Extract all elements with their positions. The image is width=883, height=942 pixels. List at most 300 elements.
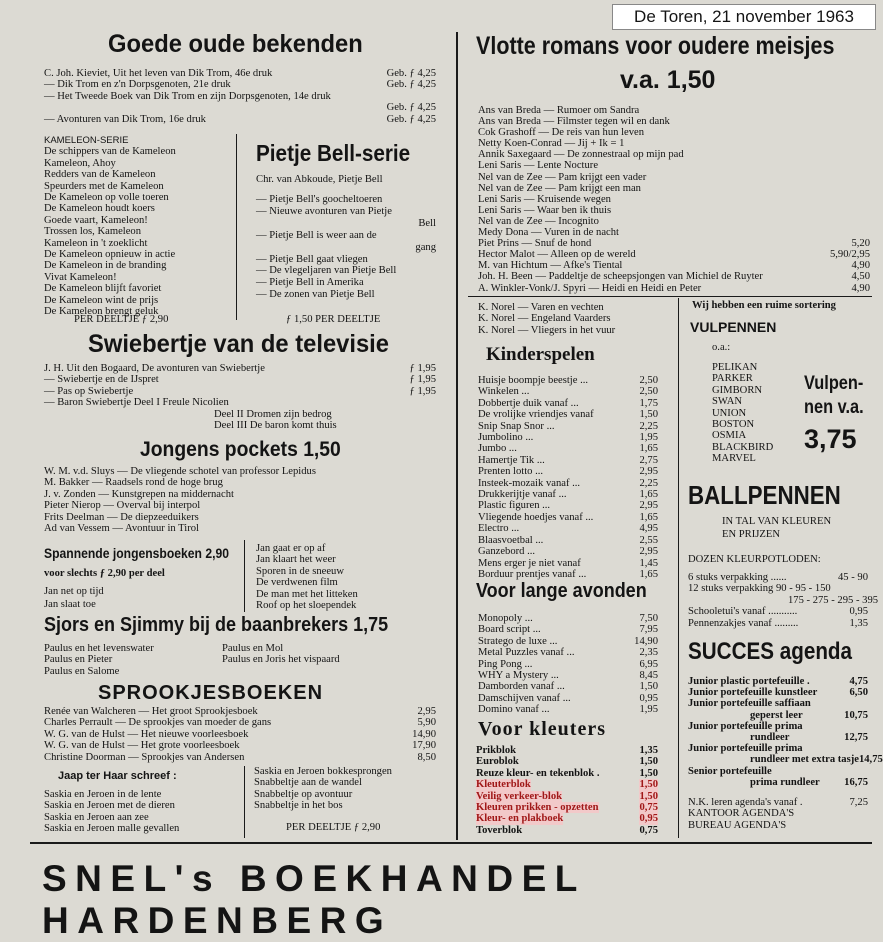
avonden-row-title: Damborden vanaf ...: [478, 681, 565, 693]
jaap-item: Saskia en Jeroen aan zee: [44, 811, 149, 823]
kleuters-list: [476, 745, 658, 836]
pietje-item: — De zonen van Pietje Bell: [256, 289, 375, 301]
pietje-item: — Pietje Bell in Amerika: [256, 277, 364, 289]
romans-row-title: Leni Saris — Lente Nocture: [478, 160, 599, 172]
kinderspelen-row-title: Plastic figuren ...: [478, 500, 551, 512]
norel-item: K. Norel — Engeland Vaarders: [478, 313, 611, 325]
dozen-row: [688, 594, 879, 606]
goede-row-title: — Het Tweede Boek van Dik Trom en zijn Dorpsgenoten, 14e druk: [44, 90, 331, 102]
goede-row-title: — Dik Trom en z'n Dorpsgenoten, 21e druk: [44, 79, 231, 91]
sjors-item: Paulus en Salome: [44, 665, 120, 677]
sprookjes-row-title: W. G. van de Hulst — Het nieuwe voorleesboek: [44, 728, 249, 740]
avonden-row: [478, 670, 658, 681]
romans-row: [478, 205, 870, 216]
succes-row-price: 10,75: [844, 709, 868, 721]
sprookjes-row-title: Charles Perrault — De sprookjes van moeder de gans: [44, 717, 272, 729]
succes-row-price: 4,75: [849, 676, 868, 687]
avonden-row: [478, 613, 658, 624]
succes-row: [688, 766, 868, 777]
succes-row-title: Junior portefeuille prima: [688, 743, 803, 755]
succes-row-price: 16,75: [844, 776, 868, 788]
kinderspelen-row-title: Electro ...: [478, 523, 520, 535]
kameleon-item: Vivat Kameleon!: [44, 271, 117, 283]
swiebertje-row: [44, 374, 436, 385]
romans-row-price: 5,20: [851, 238, 870, 250]
spannende-right: [256, 543, 358, 611]
romans-row: [478, 216, 870, 227]
sprookjes-row-price: 14,90: [412, 728, 436, 740]
romans-row-title: Medy Dona — Vuren in de nacht: [478, 227, 619, 239]
kameleon-item: De Kameleon brengt geluk: [44, 306, 159, 318]
succes-row-title: Junior portefeuille prima: [688, 720, 803, 732]
romans-list: [478, 105, 870, 294]
kleuters-row: [476, 825, 658, 836]
pen-brand: UNION: [712, 407, 747, 419]
pietje-item: gang: [415, 241, 436, 253]
pietje-list: [256, 194, 436, 301]
sprookjes-row-title: Renée van Walcheren — Het groot Sprookjesboek: [44, 706, 258, 717]
kleuters-row-price: 1,35: [639, 745, 658, 756]
vulpennen-brands: [712, 362, 773, 465]
kinderspelen-row-price: 4,95: [639, 523, 658, 535]
sprookjes-row-price: 2,95: [417, 706, 436, 717]
jaap-title: Jaap ter Haar schreef :: [58, 770, 177, 782]
kinderspelen-row-price: 1,65: [639, 443, 658, 455]
avonden-row: [478, 704, 658, 715]
romans-row: [478, 271, 870, 282]
avonden-row: [478, 659, 658, 670]
kleuters-row-price: 1,50: [639, 756, 658, 768]
romans-row: [478, 194, 870, 205]
avonden-title: Voor lange avonden: [476, 580, 647, 602]
pen-brand: BOSTON: [712, 419, 755, 431]
kinderspelen-row-title: Dobbertje duik vanaf ...: [478, 397, 579, 409]
spannende-item: De man met het litteken: [256, 588, 358, 600]
kinderspelen-row-price: 2,50: [639, 386, 658, 398]
romans-row-title: Nel van de Zee — Pam krijgt een man: [478, 182, 641, 194]
vulpennen-intro: Wij hebben een ruime sortering: [692, 300, 836, 311]
swiebertje-row-title: — Swiebertje en de IJspret: [44, 374, 159, 386]
sjors-right: [222, 643, 340, 666]
jaap-divider: [244, 766, 245, 838]
succes-row: [688, 710, 868, 721]
kameleon-item: Speurders met de Kameleon: [44, 180, 164, 192]
kleuters-row-title: Euroblok: [476, 756, 519, 768]
kinderspelen-row-price: 1,45: [639, 557, 658, 569]
norel-item: K. Norel — Varen en vechten: [478, 302, 604, 313]
pietje-author: Chr. van Abkoude, Pietje Bell: [256, 174, 383, 185]
avonden-row-title: Metal Puzzles vanaf ...: [478, 647, 575, 659]
kinderspelen-row-title: Drukkerijtje vanaf ...: [478, 489, 567, 501]
goede-row: [44, 91, 436, 102]
romans-row-title: Joh. H. Been — Paddeltje de scheepsjongen van Michiel de Ruyter: [478, 271, 763, 283]
dozen-row: [688, 618, 868, 629]
romans-row-title: Nel van de Zee — Incognito: [478, 215, 599, 227]
romans-row: [478, 105, 870, 116]
kleuters-row: [476, 768, 658, 779]
succes-row: [688, 732, 868, 743]
spannende-left: [44, 585, 104, 611]
kleuters-row: [476, 745, 658, 756]
kinderspelen-row-price: 2,25: [639, 420, 658, 432]
pen-brand: PELIKAN: [712, 362, 758, 373]
kinderspelen-row-title: Winkelen ...: [478, 386, 530, 398]
spannende-item: Sporen in de sneeuw: [256, 565, 344, 577]
kinderspelen-row: [478, 523, 658, 534]
kinderspelen-row: [478, 489, 658, 500]
kameleon-item: De Kameleon houdt koers: [44, 203, 155, 215]
romans-row: [478, 116, 870, 127]
jongens-title: Jongens pockets 1,50: [140, 438, 341, 461]
jaap-item: Snabbeltje in het bos: [254, 800, 343, 812]
dozen-row-title: Pennenzakjes vanaf .........: [688, 617, 799, 629]
sjors-item: Paulus en Pieter: [44, 654, 113, 666]
kinderspelen-row-title: Borduur prentjes vanaf ...: [478, 568, 587, 580]
kleuters-row-title: Kleuren prikken - opzetten: [476, 802, 599, 814]
kinderspelen-row-price: 2,50: [639, 375, 658, 386]
kameleon-item: De Kameleon blijft favoriet: [44, 283, 162, 295]
swiebertje-deel: Deel II Dromen zijn bedrog: [214, 408, 332, 420]
goede-row-price: Geb. ƒ 4,25: [386, 102, 436, 114]
ballpennen-sub-1: IN TAL VAN KLEUREN: [722, 516, 832, 527]
kameleon-item: De Kameleon wint de prijs: [44, 294, 159, 306]
kinderspelen-row: [478, 421, 658, 432]
kinderspelen-row-title: Blaasvoetbal ...: [478, 534, 544, 546]
romans-row-title: Leni Saris — Kruisende wegen: [478, 193, 611, 205]
column-divider: [456, 32, 458, 840]
avonden-row-price: 7,95: [639, 624, 658, 636]
kleuters-row-title: Reuze kleur- en tekenblok .: [476, 767, 600, 779]
kameleon-price: PER DEELTJE ƒ 2,90: [74, 314, 169, 325]
swiebertje-title: Swiebertje van de televisie: [88, 330, 389, 358]
swiebertje-row: [44, 397, 436, 408]
kinderspelen-title: Kinderspelen: [486, 344, 595, 365]
kinderspelen-row-price: 2,95: [639, 466, 658, 478]
avonden-row-price: 0,95: [639, 692, 658, 704]
swiebertje-deel: Deel III De baron komt thuis: [214, 420, 337, 432]
pietje-item: — Pietje Bell gaat vliegen: [256, 253, 368, 265]
kinderspelen-row-price: 2,95: [639, 546, 658, 558]
kinderspelen-row-price: 2,55: [639, 534, 658, 546]
succes-tail-row: [688, 808, 868, 819]
romans-row: [478, 183, 870, 194]
sprookjes-row: [44, 752, 436, 763]
kinderspelen-row: [478, 535, 658, 546]
kinderspelen-row-title: Mens erger je niet vanaf: [478, 557, 581, 569]
avonden-row: [478, 693, 658, 704]
kameleon-item: Goede vaart, Kameleon!: [44, 214, 148, 226]
succes-tail: [688, 797, 868, 831]
succes-row: [688, 743, 868, 754]
avonden-list: [478, 613, 658, 716]
kleuters-row: [476, 791, 658, 802]
kinderspelen-row-title: Ganzebord ...: [478, 546, 536, 558]
swiebertje-row-title: — Pas op Swiebertje: [44, 385, 134, 397]
romans-row-title: Hector Malot — Alleen op de wereld: [478, 249, 636, 261]
goede-row-price: Geb. ƒ 4,25: [386, 68, 436, 79]
sprookjes-title: SPROOKJESBOEKEN: [98, 682, 324, 704]
sprookjes-row: [44, 729, 436, 740]
sjors-title: Sjors en Sjimmy bij de baanbrekers 1,75: [44, 614, 389, 636]
avonden-row-title: Board script ...: [478, 624, 541, 636]
avonden-row-price: 7,50: [639, 613, 658, 624]
succes-row: [688, 721, 868, 732]
romans-row: [478, 260, 870, 271]
dozen-row-title: 175 - 275 - 295 - 395: [788, 594, 879, 606]
romans-row: [478, 160, 870, 171]
kameleon-item: De Kameleon op volle toeren: [44, 192, 169, 204]
kinderspelen-row-title: Vliegende hoedjes vanaf ...: [478, 511, 594, 523]
romans-row: [478, 227, 870, 238]
spannende-item: Jan klaart het weer: [256, 554, 336, 566]
succes-row-title: Junior portefeuille saffiaan: [688, 698, 811, 710]
avonden-row-title: WHY a Mystery ...: [478, 670, 559, 682]
dozen-list: [688, 572, 879, 629]
kleuters-row-title: Prikblok: [476, 745, 517, 756]
goede-row: [44, 79, 436, 90]
jaap-item: Snabbeltje op avontuur: [254, 788, 353, 800]
avonden-row-price: 1,50: [639, 681, 658, 693]
avonden-row-title: Stratego de luxe ...: [478, 635, 558, 647]
sprookjes-row-price: 5,90: [417, 717, 436, 729]
sjors-item: Paulus en Mol: [222, 643, 284, 654]
store-name: SNEL's BOEKHANDEL HARDENBERG: [42, 858, 586, 941]
jaap-item: Saskia en Jeroen bokkesprongen: [254, 766, 392, 777]
romans-row-price: 4,50: [851, 271, 870, 283]
kinderspelen-row-price: 1,65: [639, 511, 658, 523]
romans-row-title: Ans van Breda — Filmster tegen wil en dank: [478, 116, 670, 128]
romans-row-title: A. Winkler-Vonk/J. Spyri — Heidi en Heidi en Peter: [478, 282, 702, 294]
succes-tail-row-title: N.K. leren agenda's vanaf .: [688, 797, 803, 808]
pen-brand: OSMIA: [712, 430, 747, 442]
kinderspelen-row-title: De vrolijke vriendjes vanaf: [478, 409, 594, 421]
avonden-row-title: Damschijven vanaf ...: [478, 692, 571, 704]
sjors-left: [44, 643, 154, 677]
succes-tail-row: [688, 797, 868, 808]
pen-brand: BLACKBIRD: [712, 441, 774, 453]
kinderspelen-row: [478, 478, 658, 489]
avonden-row-title: Domino vanaf ...: [478, 704, 550, 716]
dozen-row-title: 6 stuks verpakking ......: [688, 572, 787, 583]
spannende-item: Roof op het sloependek: [256, 600, 357, 612]
kleuters-row-title: Kleuterblok: [476, 779, 531, 791]
kleuters-row-title: Veilig verkeer-blok: [476, 790, 563, 802]
avonden-row-price: 2,35: [639, 647, 658, 659]
kleuters-row-price: 0,75: [639, 824, 658, 836]
succes-row-price: 12,75: [844, 732, 868, 744]
vulpennen-price: 3,75: [804, 424, 857, 454]
spannende-item: Jan gaat er op af: [256, 543, 326, 554]
goede-title: Goede oude bekenden: [108, 30, 363, 58]
swiebertje-row-price: ƒ 1,95: [409, 363, 436, 374]
kleuters-row-price: 1,50: [639, 767, 658, 779]
succes-row-title: prima rundleer: [750, 776, 820, 788]
kameleon-item: Kameleon, Ahoy: [44, 157, 116, 169]
romans-row-title: Ans van Breda — Rumoer om Sandra: [478, 105, 640, 116]
goede-row-title: — Avonturen van Dik Trom, 16e druk: [44, 113, 206, 125]
kameleon-item: De schippers van de Kameleon: [44, 146, 176, 158]
avonden-row-price: 6,95: [639, 658, 658, 670]
avonden-row-price: 14,90: [634, 635, 658, 647]
succes-row-title: Junior portefeuille kunstleer: [688, 687, 818, 699]
succes-tail-row-price: 7,25: [849, 797, 868, 808]
kinderspelen-row: [478, 546, 658, 557]
succes-row: [688, 777, 868, 788]
kinderspelen-row-price: 1,65: [639, 489, 658, 501]
sprookjes-row-price: 17,90: [412, 740, 436, 752]
dozen-row-price: 1,35: [849, 617, 868, 629]
kameleon-item: Kameleon in 't zoeklicht: [44, 237, 148, 249]
kinderspelen-row: [478, 500, 658, 511]
jongens-item: M. Bakker — Raadsels rond de hoge brug: [44, 477, 223, 489]
vulpennen-oa: o.a.:: [712, 342, 731, 353]
swiebertje-row-title: — Baron Swiebertje Deel I Freule Nicolien: [44, 397, 229, 409]
romans-row: [478, 172, 870, 183]
kinderspelen-row: [478, 443, 658, 454]
kleuters-row-price: 1,50: [639, 779, 658, 791]
pietje-item: — De vlegeljaren van Pietje Bell: [256, 265, 397, 277]
succes-row-title: Senior portefeuille: [688, 765, 772, 777]
kameleon-item: Trossen los, Kameleon: [44, 226, 142, 238]
goede-list: [44, 68, 436, 125]
jaap-price: PER DEELTJE ƒ 2,90: [286, 822, 381, 833]
succes-row-price: 6,50: [849, 687, 868, 699]
pen-brand: PARKER: [712, 373, 753, 385]
vulpennen-title: VULPENNEN: [690, 319, 777, 335]
kleuters-row-price: 0,75: [639, 802, 658, 814]
jongens-list: [44, 466, 316, 534]
norel-item: K. Norel — Vliegers in het vuur: [478, 324, 616, 336]
kinderspelen-row-price: 1,65: [639, 568, 658, 580]
kleuters-row-title: Toverblok: [476, 824, 523, 836]
kameleon-item: Redders van de Kameleon: [44, 169, 156, 181]
kameleon-divider: [236, 134, 237, 320]
kinderspelen-row-title: Jumbo ...: [478, 443, 517, 455]
succes-row-title: Junior plastic portefeuille .: [688, 676, 810, 687]
romans-rule: [468, 296, 872, 297]
romans-row: [478, 138, 870, 149]
goede-row-price: Geb. ƒ 4,25: [386, 113, 436, 125]
romans-row-price: 4,90: [851, 260, 870, 272]
kinderspelen-row-price: 1,50: [639, 409, 658, 421]
kinderspelen-row: [478, 558, 658, 569]
goede-row-price: Geb. ƒ 4,25: [386, 79, 436, 91]
romans-row: [478, 149, 870, 160]
jongens-item: Ad van Vessem — Avontuur in Tirol: [44, 523, 199, 535]
jaap-item: Saskia en Jeroen malle gevallen: [44, 823, 180, 835]
succes-row: [688, 754, 883, 766]
succes-row-title: geperst leer: [750, 709, 803, 721]
pietje-item: — Pietje Bell's goocheltoeren: [256, 194, 383, 205]
spannende-divider: [244, 540, 245, 612]
romans-row-title: Leni Saris — Waar ben ik thuis: [478, 204, 612, 216]
spannende-title: Spannende jongensboeken 2,90: [44, 546, 230, 561]
norel-list: [478, 302, 615, 336]
spannende-sub: voor slechts ƒ 2,90 per deel: [44, 568, 165, 579]
sprookjes-row: [44, 706, 436, 717]
footer-rule: [30, 842, 872, 844]
right-subdivider: [678, 298, 679, 838]
dozen-row: [688, 583, 868, 594]
vulpennen-side-1: Vulpen-: [804, 373, 864, 394]
kleuters-row-price: 0,95: [639, 813, 658, 825]
kleuters-row-price: 1,50: [639, 790, 658, 802]
succes-row-title: rundleer: [750, 732, 790, 744]
kinderspelen-row: [478, 455, 658, 466]
goede-row: [44, 114, 436, 125]
kinderspelen-row: [478, 409, 658, 420]
kinderspelen-list: [478, 375, 658, 580]
swiebertje-list: [44, 363, 436, 431]
kleuters-row: [476, 779, 658, 790]
pietje-title: Pietje Bell-serie: [256, 140, 411, 166]
sjors-item: Paulus en het levenswater: [44, 643, 154, 654]
kinderspelen-row: [478, 569, 658, 580]
kinderspelen-row-price: 1,75: [639, 397, 658, 409]
romans-row-title: Piet Prins — Snuf de hond: [478, 238, 592, 250]
vulpennen-side-2: nen v.a.: [804, 397, 864, 418]
kameleon-list: [44, 135, 176, 318]
sjors-item: Paulus en Joris het vispaard: [222, 654, 340, 666]
kinderspelen-row-title: Huisje boompje beestje ...: [478, 375, 589, 386]
sprookjes-list: [44, 706, 436, 763]
kleuters-row: [476, 802, 658, 813]
kinderspelen-row: [478, 432, 658, 443]
pen-brand: SWAN: [712, 396, 743, 408]
kleuters-row-title: Kleur- en plakboek: [476, 813, 564, 825]
dozen-row-price: 45 - 90: [837, 572, 868, 583]
kinderspelen-row-title: Prenten lotto ...: [478, 466, 544, 478]
spannende-item: De verdwenen film: [256, 577, 338, 589]
kinderspelen-row-title: Jumbolino ...: [478, 432, 534, 444]
pietje-item: Bell: [418, 217, 436, 229]
avonden-row: [478, 681, 658, 692]
romans-row: [478, 238, 870, 249]
sprookjes-row: [44, 717, 436, 728]
swiebertje-row-price: ƒ 1,95: [409, 374, 436, 386]
swiebertje-row: [44, 386, 436, 397]
avonden-row-title: Ping Pong ...: [478, 658, 533, 670]
avonden-row-price: 8,45: [639, 670, 658, 682]
kinderspelen-row-price: 2,75: [639, 454, 658, 466]
succes-title: SUCCES agenda: [688, 638, 853, 665]
romans-row-title: Netty Koen-Conrad — Jij + Ik = 1: [478, 138, 625, 150]
kinderspelen-row: [478, 466, 658, 477]
ballpennen-sub-2: EN PRIJZEN: [722, 529, 780, 540]
succes-list: [688, 676, 883, 788]
succes-row-price: 14,75: [858, 754, 883, 766]
pen-brand: GIMBORN: [712, 384, 763, 396]
dozen-row-title: 12 stuks verpakking 90 - 95 - 150: [688, 583, 831, 595]
sprookjes-row: [44, 740, 436, 751]
dozen-row: [688, 606, 868, 617]
jaap-right: [254, 766, 392, 812]
spannende-item: Jan slaat toe: [44, 599, 96, 610]
goede-row: [44, 102, 436, 113]
avonden-row: [478, 636, 658, 647]
pen-brand: MARVEL: [712, 453, 756, 465]
jaap-item: Saskia en Jeroen in de lente: [44, 789, 162, 800]
romans-title: Vlotte romans voor oudere meisjes: [476, 32, 835, 60]
jaap-left: [44, 789, 179, 835]
ballpennen-title: BALLPENNEN: [688, 480, 841, 510]
jongens-item: J. v. Zonden — Kunstgrepen na middernacht: [44, 488, 234, 500]
avonden-row: [478, 624, 658, 635]
kinderspelen-row: [478, 398, 658, 409]
goede-row: [44, 68, 436, 79]
kleuters-row: [476, 813, 658, 824]
romans-row: [478, 127, 870, 138]
